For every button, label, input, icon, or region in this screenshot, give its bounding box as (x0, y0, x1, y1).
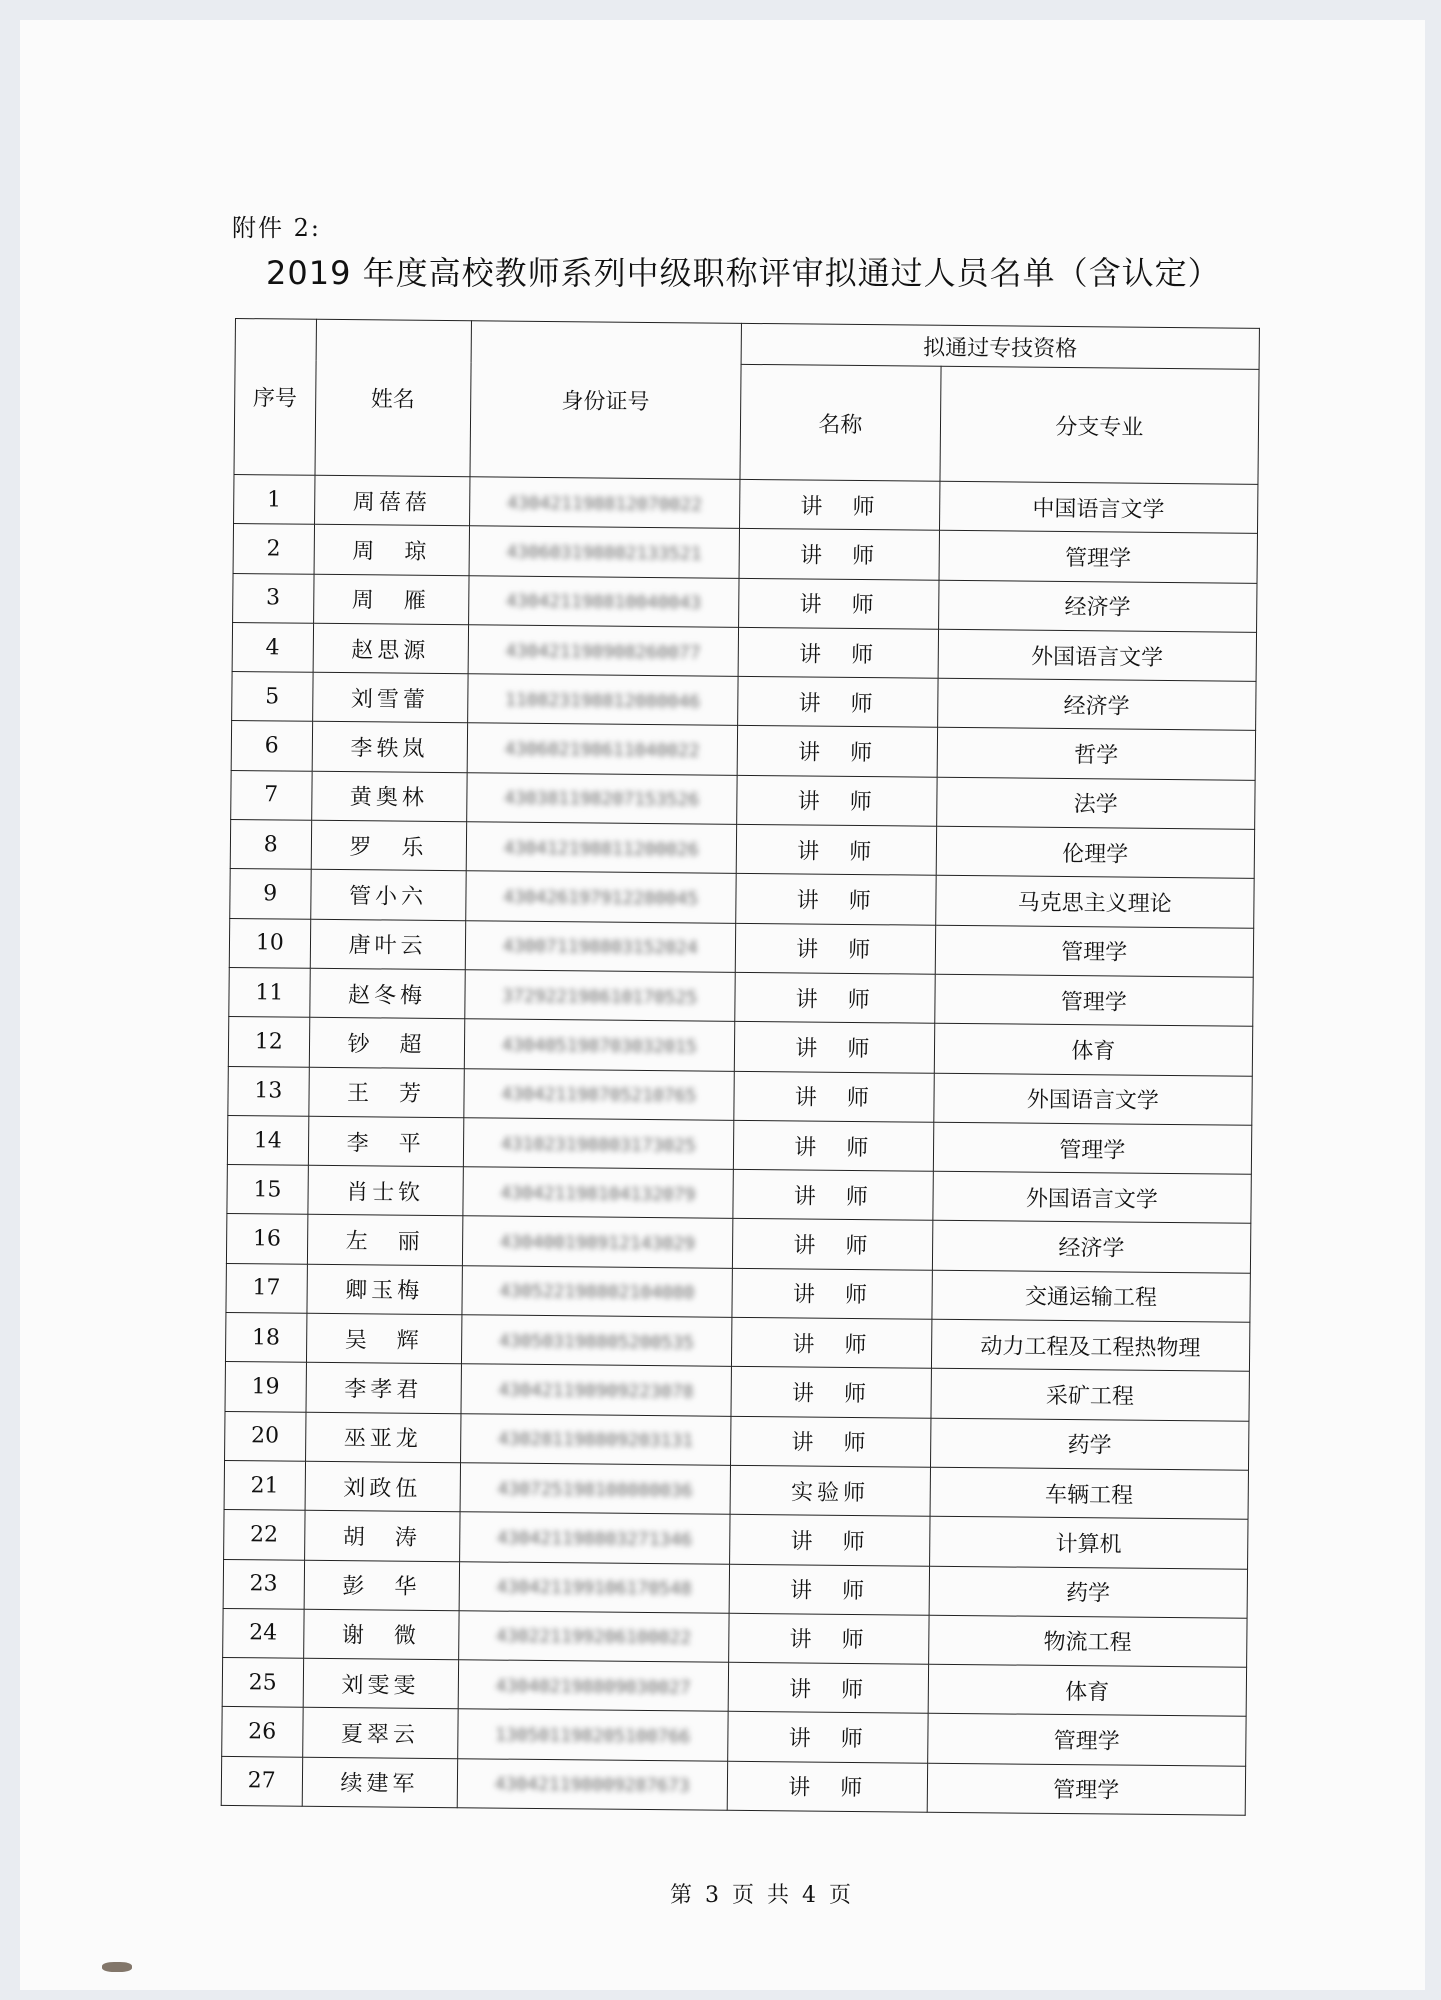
table-body (221, 474, 1258, 1815)
row-id-number (464, 970, 735, 1022)
row-branch-major: 哲学 (937, 728, 1256, 780)
row-no: 11 (229, 967, 310, 1017)
row-id-number (457, 1709, 728, 1761)
row-name: 黄奥林 (311, 771, 467, 822)
row-id-number (462, 1265, 733, 1317)
row-title-name: 讲 师 (739, 479, 939, 530)
row-branch-major: 管理学 (927, 1763, 1246, 1815)
row-branch-major: 管理学 (927, 1714, 1246, 1766)
id-number-redacted: 430421198009287673 (494, 1773, 690, 1797)
row-branch-major: 采矿工程 (931, 1369, 1250, 1421)
row-title-name: 讲 师 (732, 1219, 932, 1270)
row-no: 13 (228, 1066, 309, 1116)
row-no: 16 (226, 1214, 307, 1264)
row-branch-major: 中国语言文学 (939, 481, 1258, 533)
row-title-name: 讲 师 (729, 1564, 929, 1615)
row-title-name: 讲 师 (729, 1613, 929, 1664)
row-branch-major: 动力工程及工程热物理 (931, 1319, 1250, 1371)
row-name: 续建军 (302, 1757, 458, 1808)
row-title-name: 讲 师 (735, 923, 935, 974)
row-no: 2 (233, 524, 314, 574)
row-name: 夏翠云 (302, 1708, 458, 1759)
row-id-number (460, 1463, 731, 1515)
row-name: 刘政伍 (305, 1461, 461, 1512)
header-no: 序号 (234, 319, 316, 476)
id-number-redacted: 430522198802104080 (499, 1280, 695, 1304)
row-id-number (461, 1315, 732, 1367)
row-branch-major: 管理学 (935, 925, 1254, 977)
scanned-page (20, 20, 1425, 1990)
id-number-redacted: 430503198805200535 (498, 1330, 695, 1354)
row-name: 卿玉梅 (306, 1264, 462, 1315)
row-no: 14 (227, 1115, 308, 1165)
row-id-number (465, 920, 736, 972)
row-branch-major: 管理学 (934, 974, 1253, 1026)
id-number-redacted: 430421199106170548 (496, 1576, 692, 1600)
header-id-number: 身份证号 (470, 321, 742, 480)
row-id-number (463, 1118, 734, 1170)
row-id-number (457, 1758, 728, 1810)
row-name: 刘雯雯 (303, 1658, 459, 1709)
id-number-redacted: 430603198802133521 (506, 541, 702, 565)
row-branch-major: 管理学 (939, 531, 1258, 583)
row-id-number (463, 1068, 734, 1120)
id-number-redacted: 430412198811200026 (503, 837, 699, 861)
row-no: 27 (221, 1756, 302, 1806)
header-title-name: 名称 (740, 364, 941, 481)
row-name: 唐叶云 (310, 919, 466, 970)
page-footer: 第 3 页 共 4 页 (670, 1883, 854, 1908)
row-name: 李轶岚 (312, 722, 468, 773)
row-branch-major: 马克思主义理论 (935, 876, 1254, 928)
row-name: 肖士钦 (307, 1165, 463, 1216)
row-title-name: 讲 师 (737, 775, 937, 826)
id-number-redacted: 430725198108080036 (497, 1478, 693, 1502)
id-number-redacted: 430421198104132079 (500, 1182, 696, 1206)
row-title-name: 讲 师 (736, 824, 936, 875)
row-id-number (466, 773, 737, 825)
row-no: 12 (228, 1017, 309, 1067)
row-no: 21 (224, 1460, 305, 1510)
row-no: 24 (223, 1608, 304, 1658)
row-branch-major: 管理学 (933, 1122, 1252, 1174)
row-no: 9 (230, 869, 311, 919)
row-name: 钞 超 (309, 1018, 465, 1069)
row-id-number (462, 1216, 733, 1268)
row-branch-major: 药学 (929, 1566, 1248, 1618)
row-no: 8 (230, 820, 311, 870)
row-id-number (469, 526, 740, 578)
row-no: 17 (226, 1263, 307, 1313)
row-branch-major: 伦理学 (936, 826, 1255, 878)
row-id-number (461, 1364, 732, 1416)
id-number-redacted: 430221199206100022 (495, 1626, 692, 1649)
row-no: 10 (229, 918, 310, 968)
row-no: 7 (231, 770, 312, 820)
row-no: 25 (222, 1658, 303, 1708)
id-number-redacted: 430405198703032015 (501, 1034, 697, 1058)
row-title-name: 实验师 (730, 1465, 930, 1516)
row-no: 6 (231, 721, 312, 771)
row-id-number (459, 1561, 730, 1613)
row-branch-major: 车辆工程 (930, 1467, 1249, 1519)
row-id-number (465, 871, 736, 923)
row-title-name: 讲 师 (734, 1071, 934, 1122)
id-number-redacted: 430421198705210765 (501, 1083, 697, 1107)
row-title-name: 讲 师 (730, 1416, 930, 1467)
row-name: 巫亚龙 (305, 1412, 461, 1463)
row-title-name: 讲 师 (731, 1367, 931, 1418)
row-no: 18 (225, 1313, 306, 1363)
row-branch-major: 物流工程 (928, 1615, 1247, 1667)
row-title-name: 讲 师 (728, 1712, 928, 1763)
row-title-name: 讲 师 (733, 1169, 933, 1220)
row-name: 罗 乐 (311, 820, 467, 871)
personnel-table (221, 318, 1260, 1816)
row-title-name: 讲 师 (735, 972, 935, 1023)
row-name: 赵思源 (313, 623, 469, 674)
row-id-number (464, 1019, 735, 1071)
table-row (221, 1756, 1245, 1815)
row-name: 李孝君 (306, 1363, 462, 1414)
id-number-redacted: 372922198610170525 (502, 985, 698, 1009)
row-id-number (458, 1660, 729, 1712)
row-title-name: 讲 师 (738, 627, 938, 678)
row-branch-major: 药学 (930, 1418, 1249, 1470)
row-id-number (467, 674, 738, 726)
row-no: 23 (223, 1559, 304, 1609)
row-title-name: 讲 师 (737, 726, 937, 777)
row-branch-major: 外国语言文学 (932, 1171, 1251, 1223)
row-id-number (462, 1167, 733, 1219)
row-title-name: 讲 师 (734, 1022, 934, 1073)
row-title-name: 讲 师 (738, 677, 938, 728)
row-branch-major: 外国语言文学 (933, 1073, 1252, 1125)
row-name: 周蓓蓓 (314, 475, 470, 526)
id-number-redacted: 430402198809030027 (495, 1675, 691, 1699)
id-number-redacted: 430426197912280045 (503, 886, 699, 910)
row-branch-major: 经济学 (937, 678, 1256, 730)
attachment-label: 附件 2: (232, 214, 321, 242)
row-title-name: 讲 师 (739, 529, 939, 580)
row-title-name: 讲 师 (730, 1515, 930, 1566)
row-no: 20 (225, 1411, 306, 1461)
row-branch-major: 体育 (928, 1664, 1247, 1716)
document-title: 2019 年度高校教师系列中级职称评审拟通过人员名单（含认定） (266, 254, 1221, 292)
row-no: 15 (227, 1165, 308, 1215)
row-branch-major: 经济学 (932, 1221, 1251, 1273)
row-id-number (468, 575, 739, 627)
row-title-name: 讲 师 (727, 1761, 927, 1812)
row-name: 吴 辉 (306, 1313, 462, 1364)
row-id-number (460, 1413, 731, 1465)
row-id-number (458, 1611, 729, 1663)
row-name: 谢 微 (303, 1609, 459, 1660)
id-number-redacted: 430602198611040022 (504, 738, 700, 762)
row-branch-major: 法学 (936, 777, 1255, 829)
id-number-redacted: 430381198207153526 (504, 788, 700, 811)
row-name: 周 雁 (313, 574, 469, 625)
row-name: 左 丽 (307, 1215, 463, 1266)
scan-smudge (102, 1962, 132, 1972)
row-id-number (468, 625, 739, 677)
row-id-number (459, 1512, 730, 1564)
row-no: 4 (232, 622, 313, 672)
row-no: 1 (234, 474, 315, 524)
row-name: 彭 华 (304, 1560, 460, 1611)
row-name: 管小六 (310, 870, 466, 921)
row-no: 19 (225, 1362, 306, 1412)
row-branch-major: 计算机 (929, 1516, 1248, 1568)
row-branch-major: 外国语言文学 (938, 629, 1257, 681)
id-number-redacted: 431023198803173025 (500, 1133, 696, 1156)
row-name: 赵冬梅 (309, 968, 465, 1019)
row-title-name: 讲 师 (731, 1317, 931, 1368)
row-branch-major: 交通运输工程 (932, 1270, 1251, 1322)
row-no: 22 (224, 1510, 305, 1560)
row-name: 周 琼 (314, 525, 470, 576)
id-number-redacted: 430400198912143029 (499, 1231, 696, 1255)
id-number-redacted: 430421198812070022 (506, 492, 703, 516)
header-branch-major: 分支专业 (940, 366, 1259, 484)
header-name: 姓名 (315, 319, 472, 476)
id-number-redacted: 110823198812080046 (504, 689, 701, 713)
row-name: 胡 涛 (304, 1510, 460, 1561)
row-id-number (467, 723, 738, 775)
id-number-redacted: 430421198810040043 (505, 590, 702, 614)
row-id-number (466, 822, 737, 874)
row-title-name: 讲 师 (728, 1662, 928, 1713)
row-name: 刘雪蕾 (312, 672, 468, 723)
row-name: 李 平 (308, 1116, 464, 1167)
row-title-name: 讲 师 (738, 578, 938, 629)
row-branch-major: 经济学 (938, 580, 1257, 632)
id-number-redacted: 430421198803271346 (496, 1527, 693, 1551)
row-name: 王 芳 (308, 1067, 464, 1118)
row-title-name: 讲 师 (736, 874, 936, 925)
row-branch-major: 体育 (934, 1024, 1253, 1076)
row-title-name: 讲 师 (732, 1268, 932, 1319)
row-no: 5 (232, 672, 313, 722)
row-no: 3 (233, 573, 314, 623)
row-id-number (469, 477, 740, 529)
id-number-redacted: 430421198909223078 (498, 1379, 694, 1403)
id-number-redacted: 430421198908260077 (505, 640, 701, 664)
row-title-name: 讲 师 (733, 1120, 933, 1171)
row-no: 26 (222, 1707, 303, 1757)
id-number-redacted: 430071198803152024 (502, 935, 698, 959)
id-number-redacted: 430281198809203131 (497, 1428, 694, 1452)
header-qualification-group: 拟通过专技资格 (741, 323, 1259, 369)
id-number-redacted: 130501198205100766 (495, 1724, 691, 1748)
